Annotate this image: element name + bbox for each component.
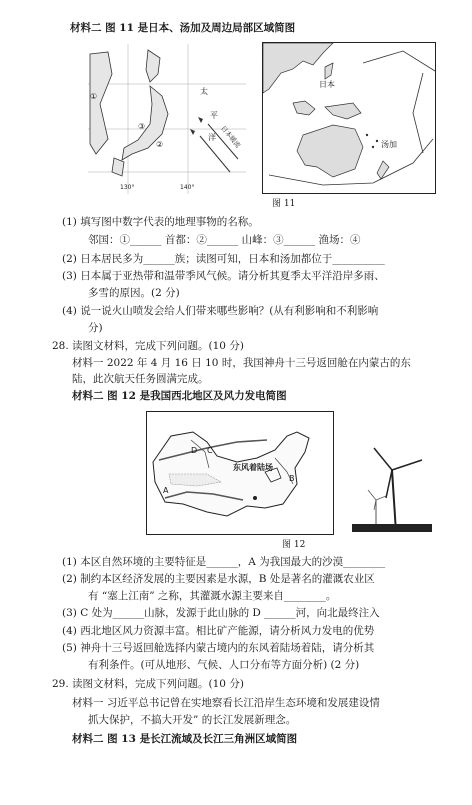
q28-material-2: 材料二 图 12 是我国西北地区及风力发电简图 xyxy=(72,390,287,402)
fig11-caption: 图 11 xyxy=(272,199,296,209)
q28-2: (2) 制约本区经济发展的主要因素是水源，B 处是著名的灌溉农业区 xyxy=(62,573,375,585)
map-letter-b: B xyxy=(289,474,295,483)
q27-4b: 分) xyxy=(88,322,103,334)
pacific-char-3: 洋 xyxy=(208,133,216,142)
q29-heading: 29. 读图文材料，完成下列问题。(10 分) xyxy=(52,678,244,690)
q28-material-1: 材料一 2022 年 4 月 16 日 10 时，我国神舟十三号返回舱在内蒙古的东 xyxy=(72,357,411,369)
lon-140: 140° xyxy=(180,184,195,191)
map-letter-a: A xyxy=(163,486,169,495)
q29-material-2: 材料二 图 13 是长江流域及长江三角洲区域简图 xyxy=(72,733,298,745)
q27-3b: 多雪的原因。(2 分) xyxy=(88,287,180,299)
japan-label: 日本 xyxy=(319,80,335,89)
q27-2: (2) 日本居民多为______族；读图可知，日本和汤加都位于__________ xyxy=(62,253,385,265)
japan-map xyxy=(88,44,246,194)
material-2-fig11-title: 材料二 图 11 是日本、汤加及周边局部区域简图 xyxy=(70,22,296,34)
map-letter-c: C xyxy=(207,446,213,455)
q27-3: (3) 日本属于亚热带和温带季风气候。请分析其夏季太平洋沿岸多雨、 xyxy=(62,270,385,282)
q28-2b: 有 “塞上江南” 之称，其灌溉水源主要来自________。 xyxy=(88,590,337,602)
q28-heading: 28. 读图文材料，完成下列问题。(10 分) xyxy=(52,340,244,352)
tonga-label: 汤加 xyxy=(381,140,397,149)
pacific-char-1: 太 xyxy=(200,87,208,96)
wind-turbine-image xyxy=(352,440,432,532)
q28-3: (3) C 处为______山脉，发源于此山脉的 D ______河，向北最终注入 xyxy=(62,607,380,619)
q28-5: (5) 神舟十三号返回舱选择内蒙古境内的东风着陆场着陆，请分析其 xyxy=(62,642,375,654)
q27-4: (4) 说一说火山喷发会给人们带来哪些影响？(从有利影响和不利影响 xyxy=(62,305,379,317)
fig12-caption: 图 12 xyxy=(282,540,306,550)
map-number-2: ② xyxy=(156,140,164,149)
pacific-map xyxy=(262,42,436,194)
pacific-char-2: 平 xyxy=(210,111,218,120)
lon-130: 130° xyxy=(120,184,135,191)
q27-1b: 邻国：①______ 首都：②______ 山峰：③______ 渔场：④ xyxy=(88,234,361,246)
dongfeng-landing-label: 东风着陆场 xyxy=(233,463,273,472)
map-number-1: ① xyxy=(90,92,98,101)
q29-material-1b: 抓大保护，不搞大开发” 的长江发展新理念。 xyxy=(88,714,297,726)
map-number-3: ③ xyxy=(138,122,146,131)
current-label: 日本暖流 xyxy=(219,124,243,150)
q28-4: (4) 西北地区风力资源丰富。相比矿产能源，请分析风力发电的优势 xyxy=(62,625,375,637)
northwest-china-map xyxy=(146,411,334,535)
q29-material-1: 材料一 习近平总书记曾在实地察看长江沿岸生态环境和发展建设情 xyxy=(72,697,380,709)
q28-5b: 有利条件。(可从地形、气候、人口分布等方面分析) (2 分) xyxy=(88,659,360,671)
q28-material-1b: 陆，此次航天任务圆满完成。 xyxy=(72,373,209,385)
q27-1: (1) 填写图中数字代表的地理事物的名称。 xyxy=(62,216,259,228)
q28-1: (1) 本区自然环境的主要特征是______，A 为我国最大的沙漠________ xyxy=(62,556,386,568)
map-letter-d: D xyxy=(191,446,198,455)
